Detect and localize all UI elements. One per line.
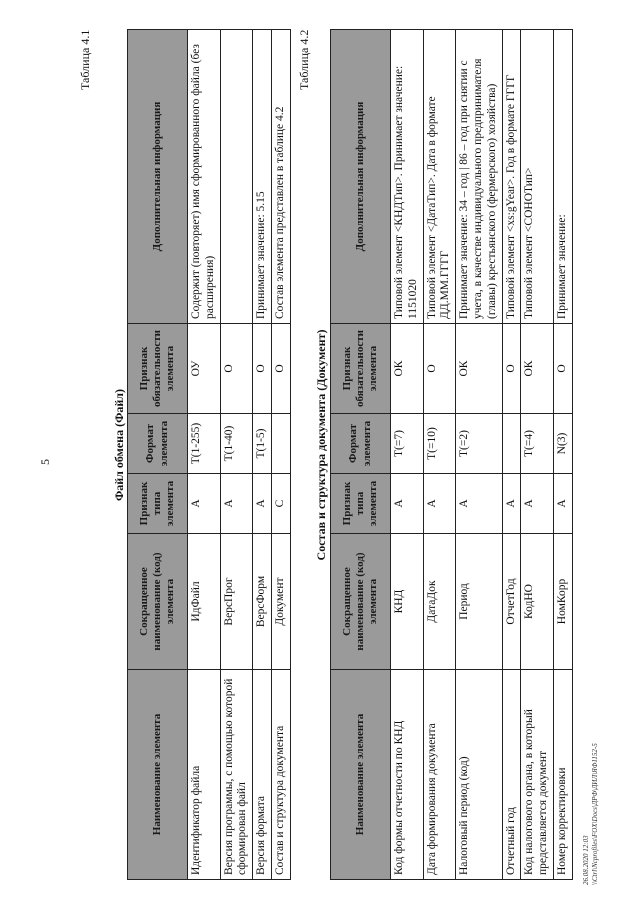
- table-row: [553, 30, 572, 880]
- table-cell: ОтчетГод: [502, 534, 521, 670]
- table-cell: А: [456, 474, 502, 534]
- table-cell: А: [220, 474, 253, 534]
- table-cell: НомКорр: [553, 534, 572, 670]
- table1-header-name: Наименование элемента: [128, 670, 188, 880]
- table1-caption: Таблица 4.1: [78, 29, 92, 90]
- table-cell: КНД: [391, 534, 424, 670]
- table-cell: Т(=2): [456, 414, 502, 474]
- table-cell: N(3): [553, 414, 572, 474]
- table2-header-type: Признак типа элемента: [331, 474, 391, 534]
- table2-caption: Таблица 4.2: [297, 29, 311, 90]
- table-cell: Код формы отчетности по КНД: [391, 670, 424, 880]
- table-cell: Т(=7): [391, 414, 424, 474]
- table-cell: ИдФайл: [188, 534, 221, 670]
- table-cell: Код налогового органа, в который представляется документ: [521, 670, 554, 880]
- table1-title: Файл обмена (Файл): [112, 388, 126, 502]
- table-cell: А: [253, 474, 272, 534]
- table-cell: О: [253, 324, 272, 414]
- table2-title: Состав и структура документа (Документ): [314, 329, 328, 561]
- table-cell: Принимает значение: 34 – год | 86 – год при снятии с учета, в качестве индивидуального предпринимателя (главы) крестьянского (фермерского) хозяйства): [456, 30, 502, 324]
- table-row: [391, 30, 424, 880]
- table-cell: А: [423, 474, 456, 534]
- table1-header-code: Сокращенное наименование (код) элемента: [128, 534, 188, 670]
- table-cell: Номер корректировки: [553, 670, 572, 880]
- table-cell: Типовой элемент <СОНОТип>: [521, 30, 554, 324]
- table2-header-code: Сокращенное наименование (код) элемента: [331, 534, 391, 670]
- table-cell: Период: [456, 534, 502, 670]
- table-row: [456, 30, 502, 880]
- table2: [330, 29, 573, 880]
- table-cell: Отчетный год: [502, 670, 521, 880]
- table-row: [521, 30, 554, 880]
- stamp-date: 26.08.2020 12:03: [582, 835, 590, 885]
- table-cell: О: [220, 324, 253, 414]
- table-cell: Налоговый период (код): [456, 670, 502, 880]
- table2-header-format: Формат элемента: [331, 414, 391, 474]
- table-cell: Т(1-40): [220, 414, 253, 474]
- table1-header-row: [128, 30, 188, 880]
- table-cell: Дата формирования документа: [423, 670, 456, 880]
- table-cell: А: [521, 474, 554, 534]
- table-cell: С: [271, 474, 290, 534]
- table-cell: О: [423, 324, 456, 414]
- table-row: [423, 30, 456, 880]
- table-cell: Версия программы, с помощью которой сформирован файл: [220, 670, 253, 880]
- table-cell: ВерсПрог: [220, 534, 253, 670]
- table-row: [188, 30, 221, 880]
- table-cell: ОК: [391, 324, 424, 414]
- table1-header-type: Признак типа элемента: [128, 474, 188, 534]
- print-stamp: [582, 743, 600, 885]
- table-row: [502, 30, 521, 880]
- table-cell: Принимает значение:: [553, 30, 572, 324]
- table-cell: Принимает значение: 5.15: [253, 30, 272, 324]
- table-cell: Типовой элемент <КНДТип>. Принимает значение: 1151020: [391, 30, 424, 324]
- table-cell: ОУ: [188, 324, 221, 414]
- table-cell: А: [502, 474, 521, 534]
- table1-header-info: Дополнительная информация: [128, 30, 188, 324]
- table-cell: Содержит (повторяет) имя сформированного файла (без расширения): [188, 30, 221, 324]
- table-cell: ОК: [456, 324, 502, 414]
- table-row: [271, 30, 290, 880]
- table-cell: Т(=10): [423, 414, 456, 474]
- table-cell: А: [391, 474, 424, 534]
- table-cell: Идентификатор файла: [188, 670, 221, 880]
- table-cell: Т(1-255): [188, 414, 221, 474]
- table2-header-info: Дополнительная информация: [331, 30, 391, 324]
- table-cell: ДатаДок: [423, 534, 456, 670]
- table-cell: Состав элемента представлен в таблице 4.2: [271, 30, 290, 324]
- table2-header-row: [331, 30, 391, 880]
- table1: [127, 29, 291, 880]
- table-cell: ОК: [521, 324, 554, 414]
- table-cell: О: [553, 324, 572, 414]
- table-cell: А: [553, 474, 572, 534]
- table-cell: КодНО: [521, 534, 554, 670]
- table2-header-required: Признак обязательности элемента: [331, 324, 391, 414]
- table-cell: [220, 30, 253, 324]
- table-cell: Состав и структура документа: [271, 670, 290, 880]
- table-cell: О: [271, 324, 290, 414]
- table-cell: Т(=4): [521, 414, 554, 474]
- table-cell: [271, 414, 290, 474]
- table-cell: Т(1-5): [253, 414, 272, 474]
- page-number: 5: [38, 459, 52, 465]
- table-cell: А: [188, 474, 221, 534]
- table-cell: Типовой элемент <ДатаТип>. Дата в формате ДД.ММ.ГГГГ: [423, 30, 456, 324]
- table1-header-format: Формат элемента: [128, 414, 188, 474]
- table-cell: ВерсФорм: [253, 534, 272, 670]
- table-cell: Типовой элемент <xs:gYear>. Год в формате ГГГГ: [502, 30, 521, 324]
- table-cell: Версия формата: [253, 670, 272, 880]
- table-row: [253, 30, 272, 880]
- table-cell: Документ: [271, 534, 290, 670]
- table-cell: О: [502, 324, 521, 414]
- table2-header-name: Наименование элемента: [331, 670, 391, 880]
- stamp-path: \\Ctrl\Ncprofiles\FOX\Docs\ДРФ\ДИЛ\ЯФ1152-5: [590, 743, 599, 885]
- table-cell: [502, 414, 521, 474]
- table-row: [220, 30, 253, 880]
- table1-header-required: Признак обязательности элемента: [128, 324, 188, 414]
